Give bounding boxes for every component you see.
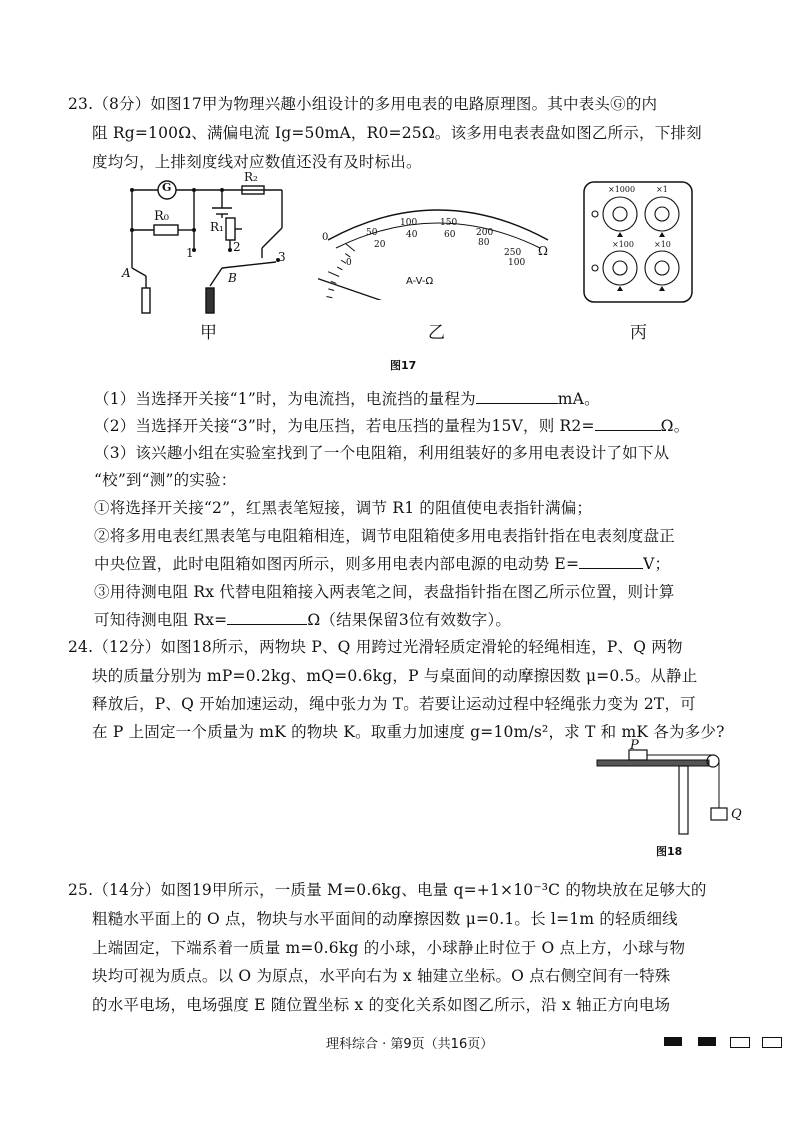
meter-tick-mark [346,244,355,252]
q23-sub-3-line-1: （3）该兴趣小组在实验室找到了一个电阻箱，利用组装好的多用电表设计了如下从 [94,444,670,462]
meter-upper-tick: 100 [400,218,418,228]
dial-multiplier: ×1000 [608,185,636,194]
meter-lower-tick: 0 [346,258,352,268]
q25-line-1: 25.（14分）如图19甲所示，一质量 M=0.6kg、电量 q=+1×10⁻³C 的物块放在足够大的 [68,881,707,899]
meter-ohm-symbol: Ω [538,244,548,258]
meter-lower-tick: 60 [444,230,456,240]
q23-step-2-line-2 [94,552,670,574]
meter-lower-tick: 20 [374,240,386,250]
r0-label: R₀ [154,209,169,224]
meter-tick-mark [337,267,342,270]
q23-line-3: 度均匀，上排刻度线对应数值还没有及时标出。 [92,153,422,171]
figure-17-caption: 图17 [390,359,417,372]
q24-line-3: 释放后，P、Q 开始加速运动，绳中张力为 T。若要让运动过程中轻绳张力变为 2T，可 [92,695,696,713]
meter-dial [318,180,558,300]
footer-mark [762,1037,782,1048]
meter-upper-tick: 250 [504,248,522,258]
q23-step-2-text: 中央位置，此时电阻箱如图丙所示，则多用电表内部电源的电动势 E= [94,555,580,573]
meter-upper-tick: 150 [440,218,458,228]
probe-b-label: B [228,271,237,285]
q23-sub-2-text: （2）当选择开关接“3”时，为电压挡，若电压挡的量程为15V，则 R2= [94,417,595,435]
q23-line-1: 23.（8分）如图17甲为物理兴趣小组设计的多用电表的电路原理图。其中表头Ⓖ的内 [68,95,658,113]
footer-mark [698,1037,716,1046]
q23-sub-2-unit: Ω。 [660,417,690,435]
galvanometer-label: G [162,181,172,194]
q24-line-1: 24.（12分）如图18所示，两物块 P、Q 用跨过光滑轻质定滑轮的轻绳相连，P、Q 两物 [68,638,683,656]
q23-step-3-unit: Ω（结果保留3位有效数字）。 [307,611,512,629]
meter-lower-tick: 80 [478,238,490,248]
circuit-diagram [112,168,302,318]
answer-blank[interactable] [579,554,643,569]
terminal-2-label: 2 [233,240,241,254]
dial-multiplier: ×1 [656,185,668,194]
q23-step-3-line-1: ③用待测电阻 Rx 代替电阻箱接入两表笔之间，表盘指针指在图乙所示位置，则计算 [94,583,675,601]
meter-upper-left-zero: 0 [322,232,329,243]
terminal-1-label: 1 [186,246,194,260]
q23-sub-1 [94,387,600,409]
answer-blank[interactable] [595,416,661,431]
probe-a-label: A [122,266,131,280]
answer-blank[interactable] [227,610,307,625]
label-jia: 甲 [200,323,217,343]
pulley-diagram [595,742,735,837]
meter-lower-tick: 100 [508,258,526,268]
meter-upper-tick: 50 [366,228,378,238]
page-footer: 理科综合 · 第9页（共16页） [326,1037,494,1052]
dial-multiplier: ×100 [612,240,634,249]
q23-sub-1-text: （1）当选择开关接“1”时，为电流挡，电流挡的量程为 [94,390,476,408]
resistance-box [582,180,694,304]
block-p-label: P [630,738,639,753]
q24-line-2: 块的质量分别为 mP=0.2kg、mQ=0.6kg，P 与桌面间的动摩擦因数 μ=0.5。从静止 [92,667,698,685]
terminal-3-label: 3 [278,250,286,264]
q25-line-4: 块均可视为质点。以 O 为原点，水平向右为 x 轴建立坐标。O 点右侧空间有一特殊 [92,967,671,985]
q23-line-2: 阻 Rg=100Ω、满偏电流 Ig=50mA，R0=25Ω。该多用电表表盘如图乙所示，下排刻 [92,124,702,142]
q25-line-5: 的水平电场，电场强度 E 随位置坐标 x 的变化关系如图乙所示，沿 x 轴正方向电场 [92,996,671,1014]
q25-line-2: 粗糙水平面上的 O 点，物块与水平面间的动摩擦因数 μ=0.1。长 l=1m 的轻质细线 [92,910,678,928]
footer-mark [730,1037,750,1048]
meter-mode-text: A-V-Ω [406,276,434,287]
q23-step-1: ①将选择开关接“2”，红黑表笔短接，调节 R1 的阻值使电表指针满偏； [94,499,593,517]
meter-lower-tick: 40 [406,230,418,240]
q24-line-4: 在 P 上固定一个质量为 mK 的物块 K。取重力加速度 g=10m/s²，求 T 和 mK 各为多少? [92,723,725,741]
q23-step-3-text: 可知待测电阻 Rx= [94,611,228,629]
figure-18-caption: 图18 [656,845,683,858]
meter-upper-tick: 200 [476,228,494,238]
q23-step-2-unit: V； [643,555,671,573]
answer-blank[interactable] [476,389,558,404]
meter-tick-mark [328,289,334,291]
meter-tick-mark [326,297,332,298]
footer-mark [664,1037,682,1046]
block-q-label: Q [731,807,742,822]
meter-tick-mark [328,272,339,277]
label-yi: 乙 [428,323,445,343]
q23-step-3-line-2 [94,608,511,630]
r2-label: R₂ [244,170,258,184]
q23-step-2-line-1: ②将多用电表红黑表笔与电阻箱相连，调节电阻箱使多用电表指针指在电表刻度盘正 [94,527,675,545]
meter-needle [318,278,400,300]
q23-sub-2 [94,414,689,436]
meter-tick-mark [345,254,350,257]
dial-multiplier: ×10 [654,240,671,249]
r1-label: R₁ [210,220,224,234]
q23-sub-3-line-2: “校”到“测”的实验： [94,471,237,489]
label-bing: 丙 [630,323,647,343]
q25-line-3: 上端固定，下端系着一质量 m=0.6kg 的小球，小球静止时位于 O 点上方，小球与物 [92,939,686,957]
q23-sub-1-unit: mA。 [557,390,600,408]
